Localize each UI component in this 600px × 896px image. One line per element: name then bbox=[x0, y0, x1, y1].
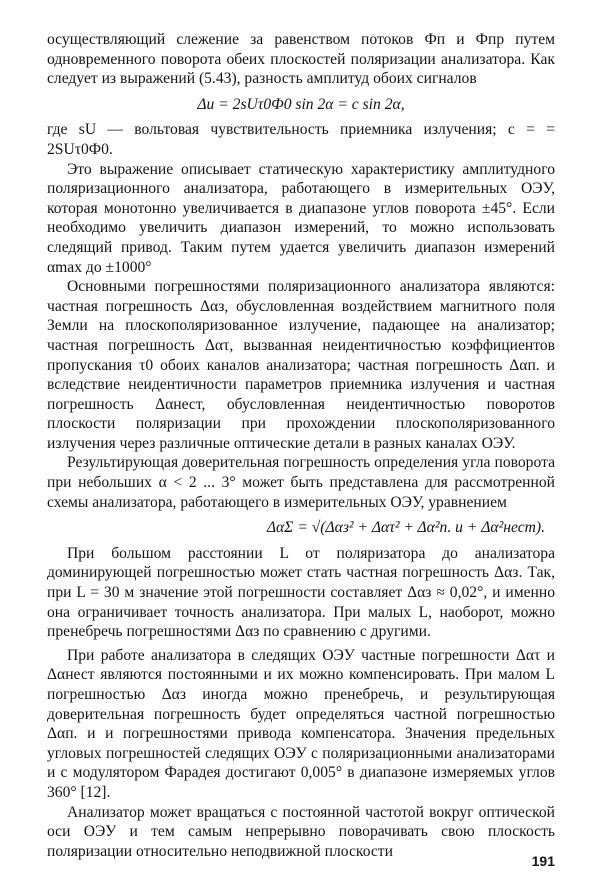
paragraph-6: При большом расстоянии L от поляризатора до анализатора доминирующей погрешностью может стать частная погрешность Δαз. Так, при L = 30 м значение этой погрешности составляет Δαз ≈ 0,02°, и именно она ограничивает точность анализатора. При малых L, наоборот, можно пренебречь погрешностями Δαз по сравнению с другими. bbox=[47, 544, 555, 641]
paragraph-2: где sU — вольтовая чувствительность приемника излучения; c = = 2SUτ0Ф0. bbox=[47, 121, 555, 158]
paragraph-4: Основными погрешностями поляризационного анализатора являются: частная погрешность Δαз, обусловленная воздействием магнитного поля Земли на плоскополяризованное излучение, падающее на анализатор; частная погрешность Δατ, вызванная неидентичностью коэффициентов пропускания τ0 обоих каналов анализатора; частная погрешность Δαп. и вследствие неидентичности параметров приемника излучения и частная погрешность Δαнест, обусловленная неидентичностью поворотов плоскости поляризации при прохождении плоскополяризованного излучения через различные оптические детали в разных каналах ОЭУ. bbox=[47, 278, 555, 452]
page-number: 191 bbox=[531, 853, 555, 869]
page-body bbox=[47, 30, 555, 861]
paragraph-1: осуществляющий слежение за равенством потоков Фп и Фпр путем одновременного поворота обеих плоскостей поляризации анализатора. Как следует из выражений (5.43), разность амплитуд обоих сигналов bbox=[47, 31, 555, 88]
formula-amplitude-difference: Δu = 2sUτ0Ф0 sin 2α = c sin 2α, bbox=[197, 95, 405, 113]
paragraph-7: При работе анализатора в следящих ОЭУ частные погрешности Δατ и Δαнест являются постоянными и их можно компенсировать. При малом L погрешностью Δαз иногда можно пренебречь, и результирующая доверительная погрешность будет определяться частной погрешностью Δαп. и и погрешностями привода компенсатора. Значения предельных угловых погрешностей следящих ОЭУ с поляризационными анализаторами и с модулятором Фарадея достигают 0,005° в диапазоне измеряемых углов 360° [12]. bbox=[47, 646, 555, 801]
paragraph-8: Анализатор может вращаться с постоянной частотой вокруг оптической оси ОЭУ и тем самым непрерывно поворачивать свою плоскость поляризации относительно неподвижной плоскости bbox=[47, 803, 555, 860]
paragraph-5: Результирующая доверительная погрешность определения угла поворота при небольших α < 2 ... 3° может быть представлена для рассмотренной схемы анализатора, работающего в измерительных ОЭУ, уравнением bbox=[47, 454, 555, 511]
paragraph-3: Это выражение описывает статическую характеристику амплитудного поляризационного анализатора, работающего в измерительных ОЭУ, которая монотонно увеличивается в диапазоне углов поворота ±45°. Если необходимо увеличить диапазон измерений, то можно использовать следящий привод. Таким путем удается увеличить диапазон измерений αmax до ±1000° bbox=[47, 160, 555, 276]
formula-total-error: ΔαΣ = √(Δαз² + Δατ² + Δα²п. и + Δα²нест). bbox=[266, 519, 545, 537]
